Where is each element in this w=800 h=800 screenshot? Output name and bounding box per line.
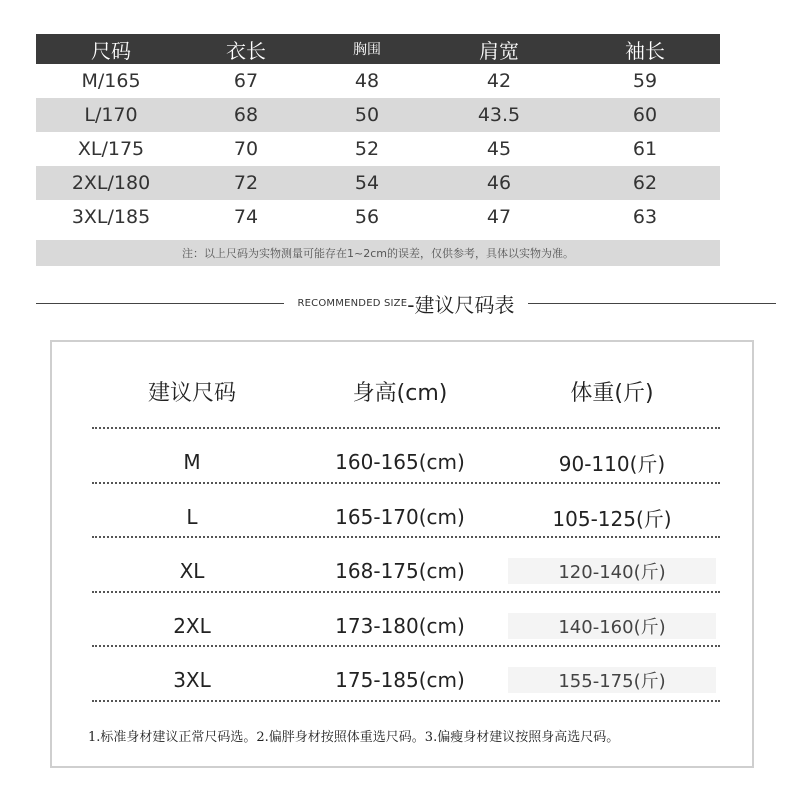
length-cell: 68: [233, 104, 259, 126]
weight-range-cell: 105-125(斤): [552, 506, 672, 531]
size-chart-header-chest: 胸围: [353, 42, 381, 58]
recommended-header-weight: 体重(斤): [570, 380, 654, 406]
weight-range-cell: 90-110(斤): [558, 451, 666, 476]
sleeve-cell: 61: [632, 138, 658, 160]
table-row: [36, 200, 720, 234]
dotted-divider: [92, 700, 720, 702]
recommended-size-cell: XL: [179, 559, 205, 583]
chest-cell: 48: [354, 70, 380, 92]
table-row: [92, 660, 716, 700]
table-row: [92, 497, 716, 537]
height-range-cell: 165-170(cm): [335, 505, 465, 529]
shoulder-cell: 47: [486, 206, 512, 228]
recommended-header-size: 建议尺码: [147, 380, 236, 406]
heading-divider-left: [36, 303, 284, 304]
recommended-size-note: 1.标准身材建议正常尺码选。2.偏胖身材按照体重选尺码。3.偏瘦身材建议按照身高选尺码。: [88, 730, 620, 745]
chest-cell: 52: [354, 138, 380, 160]
dotted-divider: [92, 536, 720, 538]
size-chart-note: 注：以上尺码为实物测量可能存在1~2cm的误差，仅供参考，具体以实物为准。: [36, 240, 720, 266]
sleeve-cell: 59: [632, 70, 658, 92]
table-row: [92, 442, 716, 482]
size-cell: 3XL/185: [71, 206, 151, 228]
heading-text: [284, 289, 529, 318]
height-range-cell: 175-185(cm): [335, 668, 465, 692]
dotted-divider: [92, 591, 720, 593]
height-range-cell: 168-175(cm): [335, 559, 465, 583]
table-row: [92, 606, 716, 646]
weight-range-cell: 155-175(斤): [508, 667, 716, 693]
size-cell: M/165: [81, 70, 141, 92]
recommended-header-height: 身高(cm): [352, 380, 448, 406]
table-row: [36, 98, 720, 132]
size-cell: XL/175: [77, 138, 145, 160]
table-row: [36, 166, 720, 200]
size-chart-header-length: 衣长: [226, 38, 266, 63]
shoulder-cell: 46: [486, 172, 512, 194]
table-row: [92, 551, 716, 591]
table-row: [36, 132, 720, 166]
length-cell: 67: [233, 70, 259, 92]
sleeve-cell: 62: [632, 172, 658, 194]
dotted-divider: [92, 427, 720, 429]
table-row: [36, 64, 720, 98]
recommended-size-cell: L: [186, 505, 198, 529]
size-chart-table: [36, 34, 720, 266]
recommended-size-heading: [36, 286, 776, 320]
heading-divider-right: [528, 303, 776, 304]
sleeve-cell: 60: [632, 104, 658, 126]
size-cell: L/170: [84, 104, 138, 126]
length-cell: 70: [233, 138, 259, 160]
recommended-size-panel: [50, 340, 754, 768]
size-chart-header-sleeve: 袖长: [625, 38, 665, 63]
chest-cell: 50: [354, 104, 380, 126]
heading-text-english: RECOMMENDED SIZE: [297, 297, 408, 309]
length-cell: 74: [233, 206, 259, 228]
heading-text-chinese: -建议尺码表: [407, 292, 515, 317]
recommended-size-cell: 2XL: [173, 614, 211, 638]
shoulder-cell: 42: [486, 70, 512, 92]
height-range-cell: 160-165(cm): [335, 450, 465, 474]
chest-cell: 54: [354, 172, 380, 194]
height-range-cell: 173-180(cm): [335, 614, 465, 638]
recommended-size-cell: 3XL: [173, 668, 211, 692]
size-chart-header-shoulder: 肩宽: [479, 38, 519, 63]
shoulder-cell: 45: [486, 138, 512, 160]
recommended-header-row: [92, 368, 716, 414]
weight-range-cell: 120-140(斤): [508, 558, 716, 584]
sleeve-cell: 63: [632, 206, 658, 228]
length-cell: 72: [233, 172, 259, 194]
size-chart-header-size: 尺码: [91, 38, 131, 63]
dotted-divider: [92, 645, 720, 647]
shoulder-cell: 43.5: [477, 104, 521, 126]
size-cell: 2XL/180: [71, 172, 151, 194]
recommended-size-cell: M: [183, 450, 201, 474]
weight-range-cell: 140-160(斤): [508, 613, 716, 639]
chest-cell: 56: [354, 206, 380, 228]
size-chart-header-row: [36, 34, 720, 64]
dotted-divider: [92, 482, 720, 484]
